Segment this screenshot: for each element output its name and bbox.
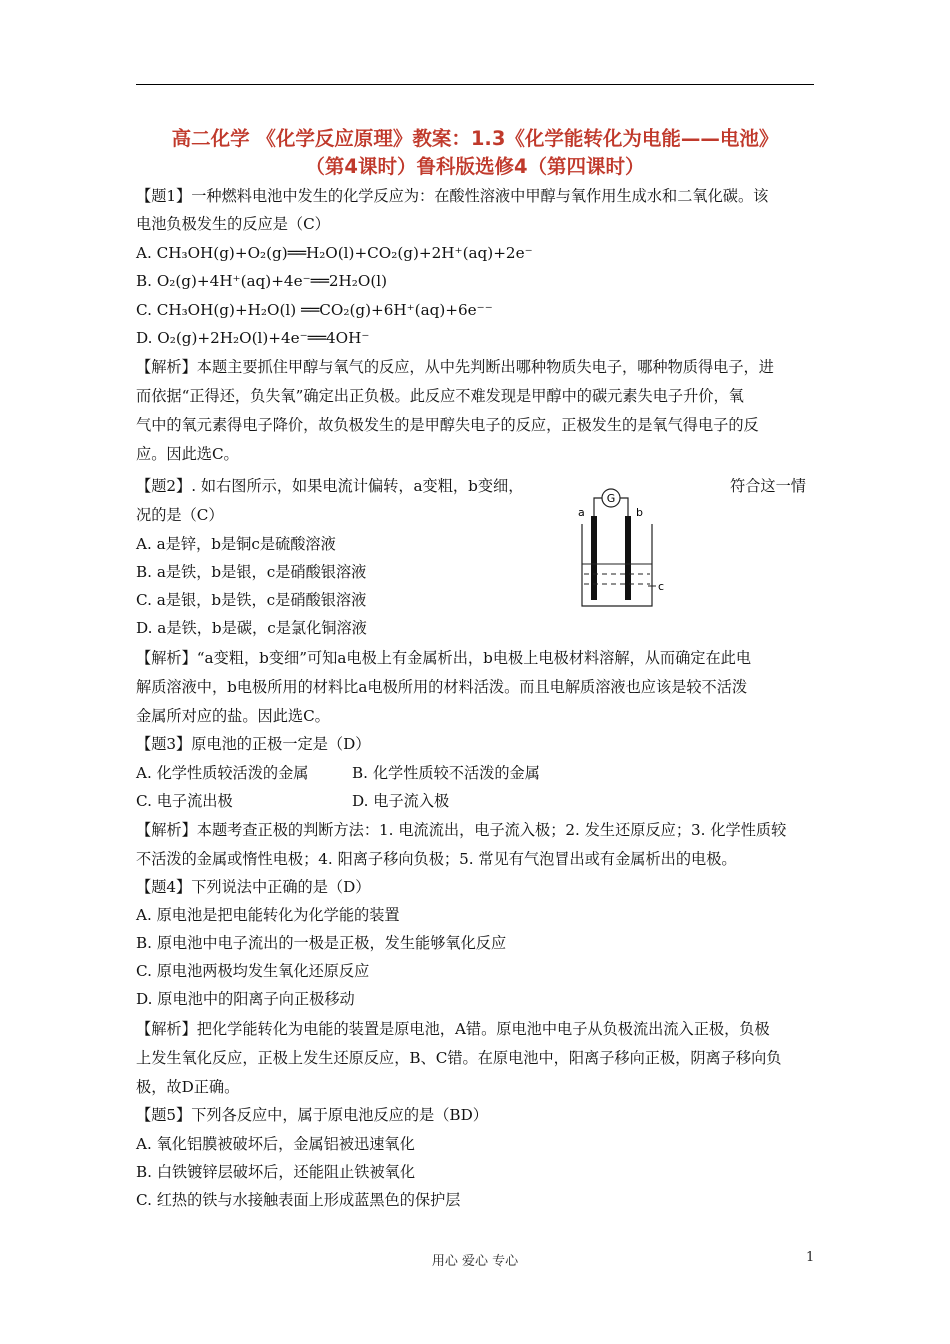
q1-option-a: A. CH₃OH(g)+O₂(g)══H₂O(l)+CO₂(g)+2H⁺(aq)+2e⁻	[136, 244, 533, 262]
q1-stem-line2: 电池负极发生的反应是（C）	[136, 215, 330, 233]
q3-option-c: C. 电子流出极	[136, 792, 233, 810]
q3-analysis-line1: 【解析】本题考查正极的判断方法：1. 电流流出，电子流入极；2. 发生还原反应；3. 化学性质较	[136, 821, 787, 839]
q5-option-b: B. 白铁镀锌层破坏后，还能阻止铁被氧化	[136, 1163, 416, 1181]
solution-label-c: c	[658, 580, 665, 593]
q2-analysis-line1: 【解析】“a变粗，b变细”可知a电极上有金属析出，b电极上电极材料溶解，从而确定在此电	[136, 649, 752, 667]
q5-option-a: A. 氧化铝膜被破坏后，金属铝被迅速氧化	[136, 1135, 415, 1153]
q1-analysis-line2: 而依据“正得还，负失氧”确定出正负极。此反应不难发现是甲醇中的碳元素失电子升价，氧	[136, 387, 744, 405]
q2-option-d: D. a是铁，b是碳，c是氯化铜溶液	[136, 619, 367, 637]
electrode-a	[591, 516, 597, 600]
q2-stem-line2: 况的是（C）	[136, 506, 224, 524]
q1-stem-line1: 【题1】一种燃料电池中发生的化学反应为：在酸性溶液中甲醇与氧作用生成水和二氧化碳。该	[136, 187, 769, 205]
q1-analysis-line4: 应。因此选C。	[136, 445, 239, 463]
q4-option-a: A. 原电池是把电能转化为化学能的装置	[136, 906, 400, 924]
electrode-label-b: b	[636, 506, 643, 519]
q4-analysis-line1: 【解析】把化学能转化为电能的装置是原电池，A错。原电池中电子从负极流出流入正极，负极	[136, 1020, 770, 1038]
q1-analysis-line1: 【解析】本题主要抓住甲醇与氧气的反应，从中先判断出哪种物质失电子，哪种物质得电子，进	[136, 358, 774, 376]
q4-stem: 【题4】下列说法中正确的是（D）	[136, 878, 371, 896]
top-rule	[136, 84, 814, 85]
q2-analysis-line3: 金属所对应的盐。因此选C。	[136, 707, 330, 725]
q5-stem: 【题5】下列各反应中，属于原电池反应的是（BD）	[136, 1106, 488, 1124]
q3-stem: 【题3】原电池的正极一定是（D）	[136, 735, 371, 753]
q1-option-d: D. O₂(g)+2H₂O(l)+4e⁻══4OH⁻	[136, 329, 370, 347]
electrode-b	[625, 516, 631, 600]
electrode-label-a: a	[578, 506, 585, 519]
q2-option-b: B. a是铁，b是银，c是硝酸银溶液	[136, 563, 367, 581]
page-number: 1	[806, 1250, 815, 1265]
title-line-1: 高二化学 《化学反应原理》教案：1.3《化学能转化为电能——电池》	[171, 127, 779, 150]
q4-option-d: D. 原电池中的阳离子向正极移动	[136, 990, 355, 1008]
q2-option-a: A. a是锌，b是铜c是硫酸溶液	[136, 535, 336, 553]
q3-option-b: B. 化学性质较不活泼的金属	[352, 764, 540, 782]
q3-option-a: A. 化学性质较活泼的金属	[136, 764, 309, 782]
q3-analysis-line2: 不活泼的金属或惰性电极；4. 阳离子移向负极；5. 常见有气泡冒出或有金属析出的电极。	[136, 850, 737, 868]
q4-analysis-line3: 极，故D正确。	[136, 1078, 240, 1096]
q4-option-c: C. 原电池两极均发生氧化还原反应	[136, 962, 370, 980]
q4-analysis-line2: 上发生氧化反应，正极上发生还原反应，B、C错。在原电池中，阳离子移向正极，阴离子移向负	[136, 1049, 782, 1067]
q1-option-c: C. CH₃OH(g)+H₂O(l) ══CO₂(g)+6H⁺(aq)+6e⁻⁻	[136, 301, 493, 319]
q1-option-b: B. O₂(g)+4H⁺(aq)+4e⁻══2H₂O(l)	[136, 272, 388, 290]
q2-stem-part1: 【题2】. 如右图所示，如果电流计偏转，a变粗，b变细，	[136, 477, 524, 495]
q3-option-d: D. 电子流入极	[352, 792, 450, 810]
q2-analysis-line2: 解质溶液中，b电极所用的材料比a电极所用的材料活泼。而且电解质溶液也应该是较不活泼	[136, 678, 748, 696]
footer-motto: 用心 爱心 专心	[431, 1254, 519, 1269]
q1-analysis-line3: 气中的氧元素得电子降价，故负极发生的是甲醇失电子的反应，正极发生的是氧气得电子的反	[136, 416, 759, 434]
galvanometer-label: G	[606, 492, 616, 505]
q4-option-b: B. 原电池中电子流出的一极是正极，发生能够氧化反应	[136, 934, 507, 952]
q2-stem-part2: 符合这一情	[730, 477, 806, 495]
q5-option-c: C. 红热的铁与水接触表面上形成蓝黑色的保护层	[136, 1191, 461, 1209]
title-line-2: （第4课时）鲁科版选修4（第四课时）	[305, 155, 645, 178]
q2-option-c: C. a是银，b是铁，c是硝酸银溶液	[136, 591, 367, 609]
galvanic-cell-figure	[570, 486, 680, 612]
